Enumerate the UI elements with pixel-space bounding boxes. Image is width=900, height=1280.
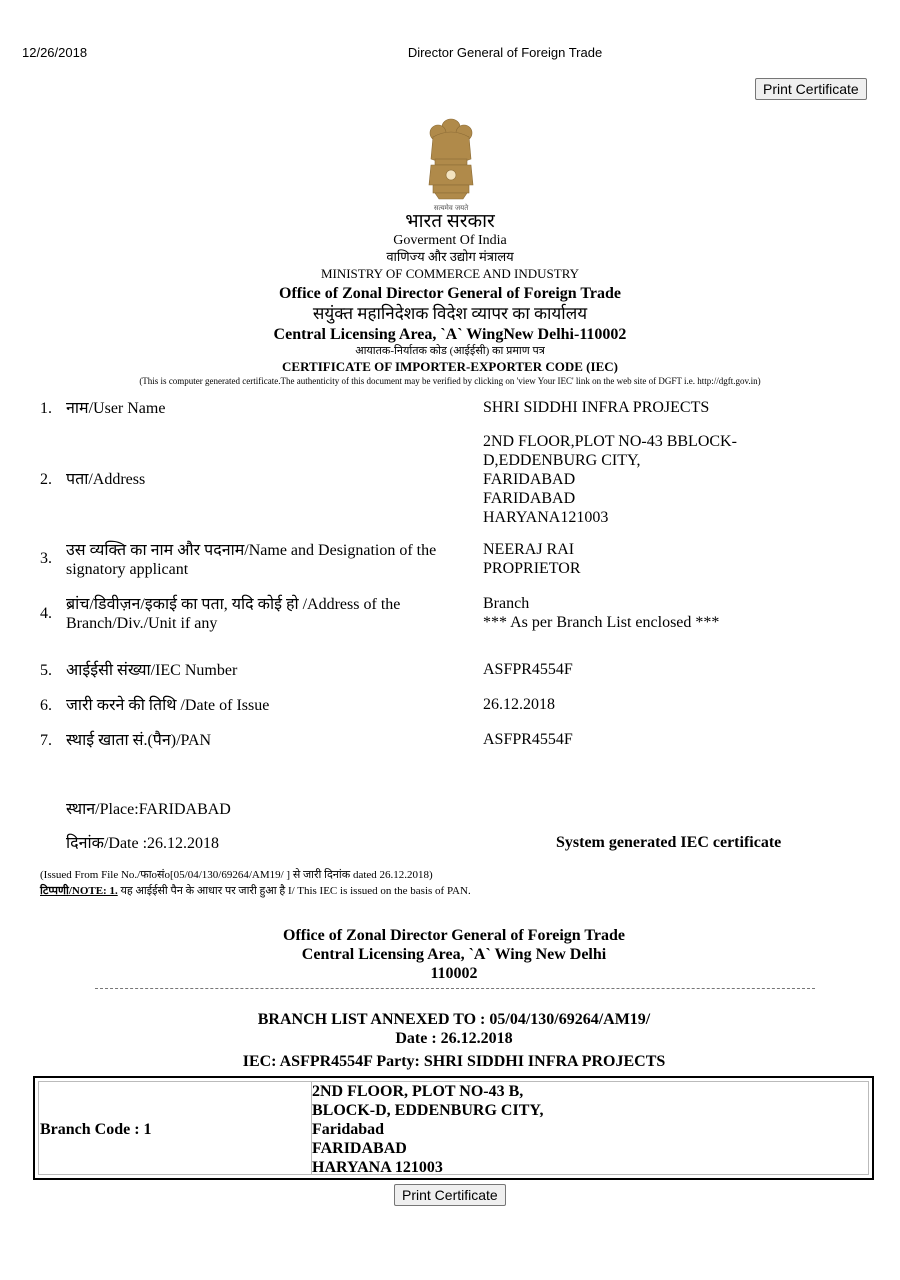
annex-pin: 110002 (430, 965, 478, 982)
certificate-title: CERTIFICATE OF IMPORTER-EXPORTER CODE (IEC) (282, 359, 618, 374)
annex-party: IEC: ASFPR4554F Party: SHRI SIDDHI INFRA PROJECTS (242, 1053, 666, 1070)
field-value-signatory-name: NEERAJ RAI (483, 541, 575, 558)
print-date: 12/26/2018 (22, 45, 88, 60)
field-number: 7. (40, 732, 52, 749)
field-value-iec-number: ASFPR4554F (483, 661, 573, 678)
emblem-motto: सत्यमेव जयते (433, 204, 469, 212)
branch-address-line: FARIDABAD (312, 1140, 407, 1157)
field-value-date-of-issue: 26.12.2018 (483, 696, 555, 713)
print-title: Director General of Foreign Trade (407, 45, 603, 60)
divider (95, 988, 815, 989)
field-label-signatory: उस व्यक्ति का नाम और पदनाम/Name and Designation of the signatory applicant (66, 542, 437, 578)
branch-address-line: BLOCK-D, EDDENBURG CITY, (312, 1102, 544, 1119)
field-value-address-line: 2ND FLOOR,PLOT NO-43 BBLOCK- (483, 433, 737, 450)
field-value-branch: Branch (483, 595, 530, 612)
field-number: 3. (40, 550, 52, 567)
field-label-user-name: नाम/User Name (66, 400, 166, 417)
certificate-title-hindi: आयातक-निर्यातक कोड (आईईसी) का प्रमाण पत्र (355, 345, 545, 357)
annex-office: Office of Zonal Director General of Foreign Trade (283, 927, 625, 944)
field-value-address-line: FARIDABAD (483, 471, 576, 488)
licensing-area: Central Licensing Area, `A` WingNew Delhi-110002 (273, 326, 627, 343)
field-label-branch-address: ब्रांच/डिवीज़न/इकाई का पता, यदि कोई हो /Address of the Branch/Div./Unit if any (66, 596, 401, 632)
field-label-date-of-issue: जारी करने की तिथि /Date of Issue (66, 697, 270, 714)
ministry-english: MINISTRY OF COMMERCE AND INDUSTRY (320, 266, 580, 281)
field-value-branch-note: *** As per Branch List enclosed *** (483, 614, 720, 631)
note (40, 883, 471, 898)
branch-address-line: HARYANA 121003 (312, 1159, 443, 1176)
field-label-pan: स्थाई खाता सं.(पैन)/PAN (66, 732, 212, 749)
field-label-address: पता/Address (66, 471, 146, 488)
field-number: 4. (40, 605, 52, 622)
office-title-hindi: सयुंक्त महानिदेशक विदेश व्यापर का कार्यालय (312, 304, 588, 323)
field-number: 5. (40, 662, 52, 679)
field-value-signatory-designation: PROPRIETOR (483, 560, 581, 577)
field-value-address-line: HARYANA121003 (483, 509, 609, 526)
annex-area: Central Licensing Area, `A` Wing New Delhi (301, 946, 607, 963)
field-number: 6. (40, 697, 52, 714)
branch-list-title: BRANCH LIST ANNEXED TO : 05/04/130/69264/AM19/ (257, 1011, 651, 1028)
office-title: Office of Zonal Director General of Foreign Trade (279, 285, 621, 302)
note-label: टिप्पणी/NOTE: 1. (40, 885, 118, 897)
system-generated-label: System generated IEC certificate (556, 834, 782, 851)
print-certificate-button-top[interactable]: Print Certificate (755, 78, 867, 100)
ministry-hindi: वाणिज्य और उद्योग मंत्रालय (386, 249, 514, 264)
field-value-pan: ASFPR4554F (483, 731, 573, 748)
print-certificate-button-bottom[interactable]: Print Certificate (394, 1184, 506, 1206)
govt-title-hindi: भारत सरकार (405, 211, 495, 232)
annex-date: Date : 26.12.2018 (395, 1030, 513, 1047)
place: स्थान/Place:FARIDABAD (66, 801, 231, 818)
note-text: यह आईईसी पैन के आधार पर जारी हुआ है I/ This IEC is issued on the basis of PAN. (117, 885, 471, 897)
ashoka-emblem-icon (421, 115, 481, 213)
branch-code: Branch Code : 1 (40, 1121, 152, 1138)
branch-address-line: Faridabad (312, 1121, 385, 1138)
field-label-iec-number: आईईसी संख्या/IEC Number (66, 662, 238, 679)
field-number: 1. (40, 400, 52, 417)
field-value-address-line: D,EDDENBURG CITY, (483, 452, 641, 469)
branch-address-line: 2ND FLOOR, PLOT NO-43 B, (312, 1083, 524, 1100)
govt-title-english: Goverment Of India (393, 233, 507, 248)
field-value-user-name: SHRI SIDDHI INFRA PROJECTS (483, 399, 710, 416)
footer-date: दिनांक/Date :26.12.2018 (66, 835, 220, 852)
field-number: 2. (40, 471, 52, 488)
issued-from-file: (Issued From File No./फाoसंo[05/04/130/69264/AM19/ ] से जारी दिनांक dated 26.12.2018) (40, 869, 433, 881)
field-value-address-line: FARIDABAD (483, 490, 576, 507)
authenticity-note: (This is computer generated certificate.The authenticity of this document may be verified by clicking on 'view Your IEC' link on the web site of DGFT i.e. http://dgft.gov.in) (139, 376, 761, 386)
